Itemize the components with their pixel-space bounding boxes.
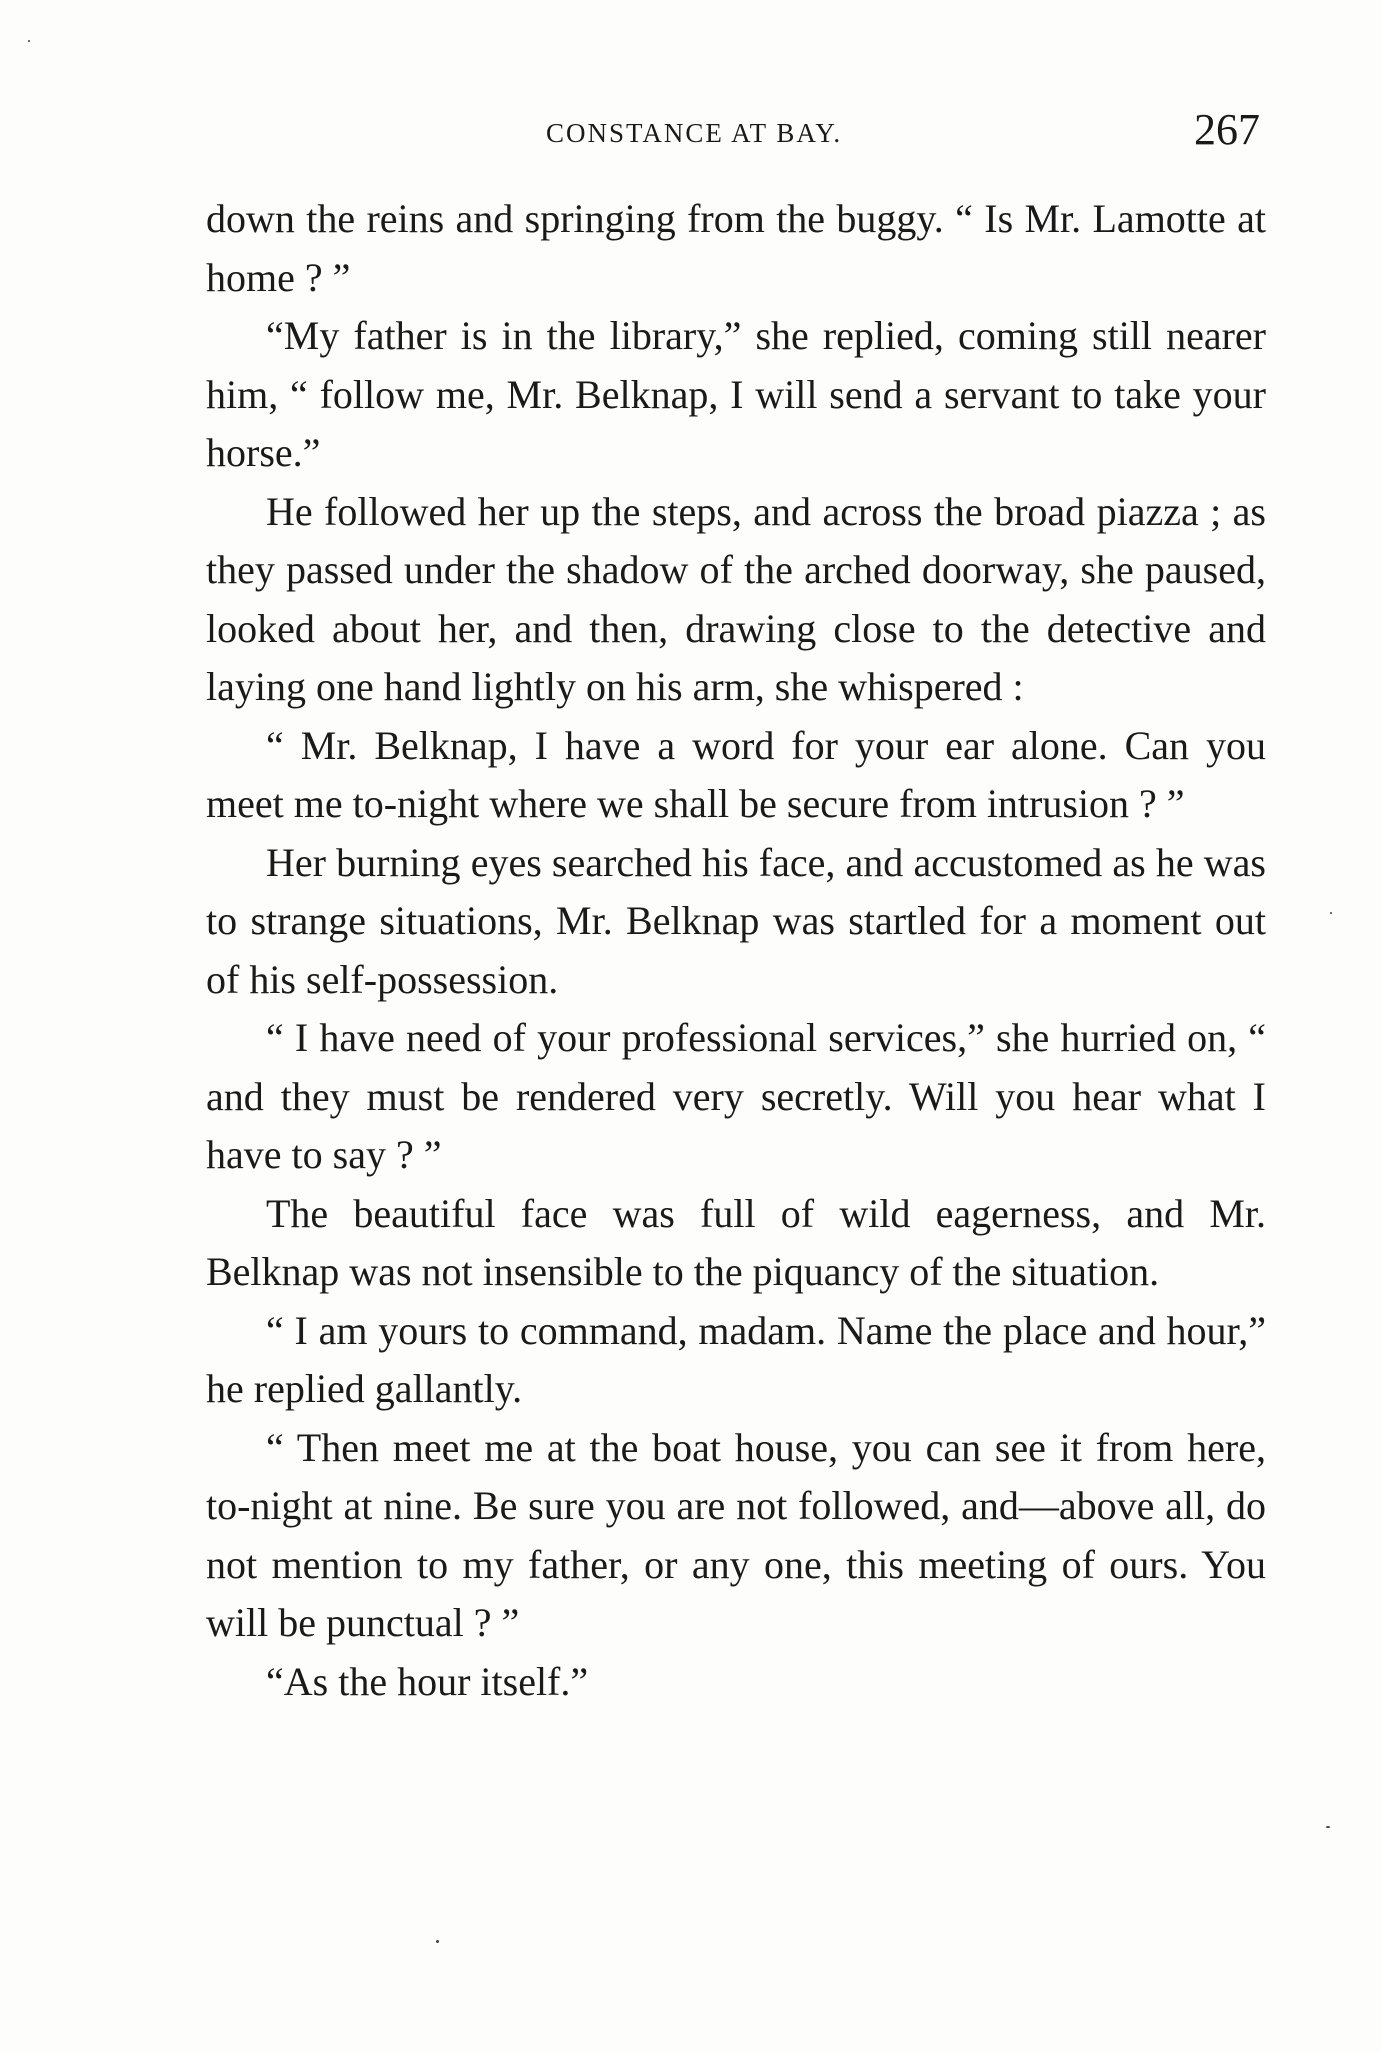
- page-number: 267: [1194, 105, 1260, 154]
- paragraph-7: The beautiful face was full of wild eagerness, and Mr. Belknap was not insensible to the piquancy of the situation.: [206, 1190, 1266, 1294]
- paragraph-2: “My father is in the library,” she replied, coming still nearer him, “ follow me, Mr. Belknap, I will send a servant to take your horse.”: [206, 313, 1266, 475]
- print-speck: [1330, 912, 1332, 914]
- paragraph-1: down the reins and springing from the buggy. “ Is Mr. Lamotte at home ? ”: [206, 196, 1266, 300]
- print-speck: [436, 1940, 439, 1943]
- running-title: CONSTANCE AT BAY.: [546, 118, 843, 148]
- paragraph-3: He followed her up the steps, and across the broad piazza ; as they passed under the shadow of the arched doorway, she paused, looked about her, and then, drawing close to the detective and laying one hand lightly on his arm, she whispered :: [206, 488, 1266, 709]
- page-header: [206, 104, 1266, 164]
- paragraph-10: “As the hour itself.”: [266, 1658, 589, 1704]
- print-speck: [1326, 1826, 1330, 1828]
- paragraph-6: “ I have need of your professional services,” she hurried on, “ and they must be rendered very secretly. Will you hear what I have to say ? ”: [206, 1015, 1266, 1177]
- paragraph-4: “ Mr. Belknap, I have a word for your ear alone. Can you meet me to-night where we shall be secure from intrusion ? ”: [206, 722, 1266, 826]
- paragraph-9: “ Then meet me at the boat house, you can see it from here, to-night at nine. Be sure you are not followed, and—above all, do not mention to my father, or any one, this meeting of ours. You will be punctual ? ”: [206, 1424, 1266, 1645]
- paragraph-8: “ I am yours to command, madam. Name the place and hour,” he replied gallantly.: [206, 1307, 1266, 1411]
- print-speck: [28, 40, 30, 42]
- paragraph-5: Her burning eyes searched his face, and accustomed as he was to strange situations, Mr. Belknap was startled for a moment out of his self-possession.: [206, 839, 1266, 1002]
- body-text: [206, 190, 1266, 1711]
